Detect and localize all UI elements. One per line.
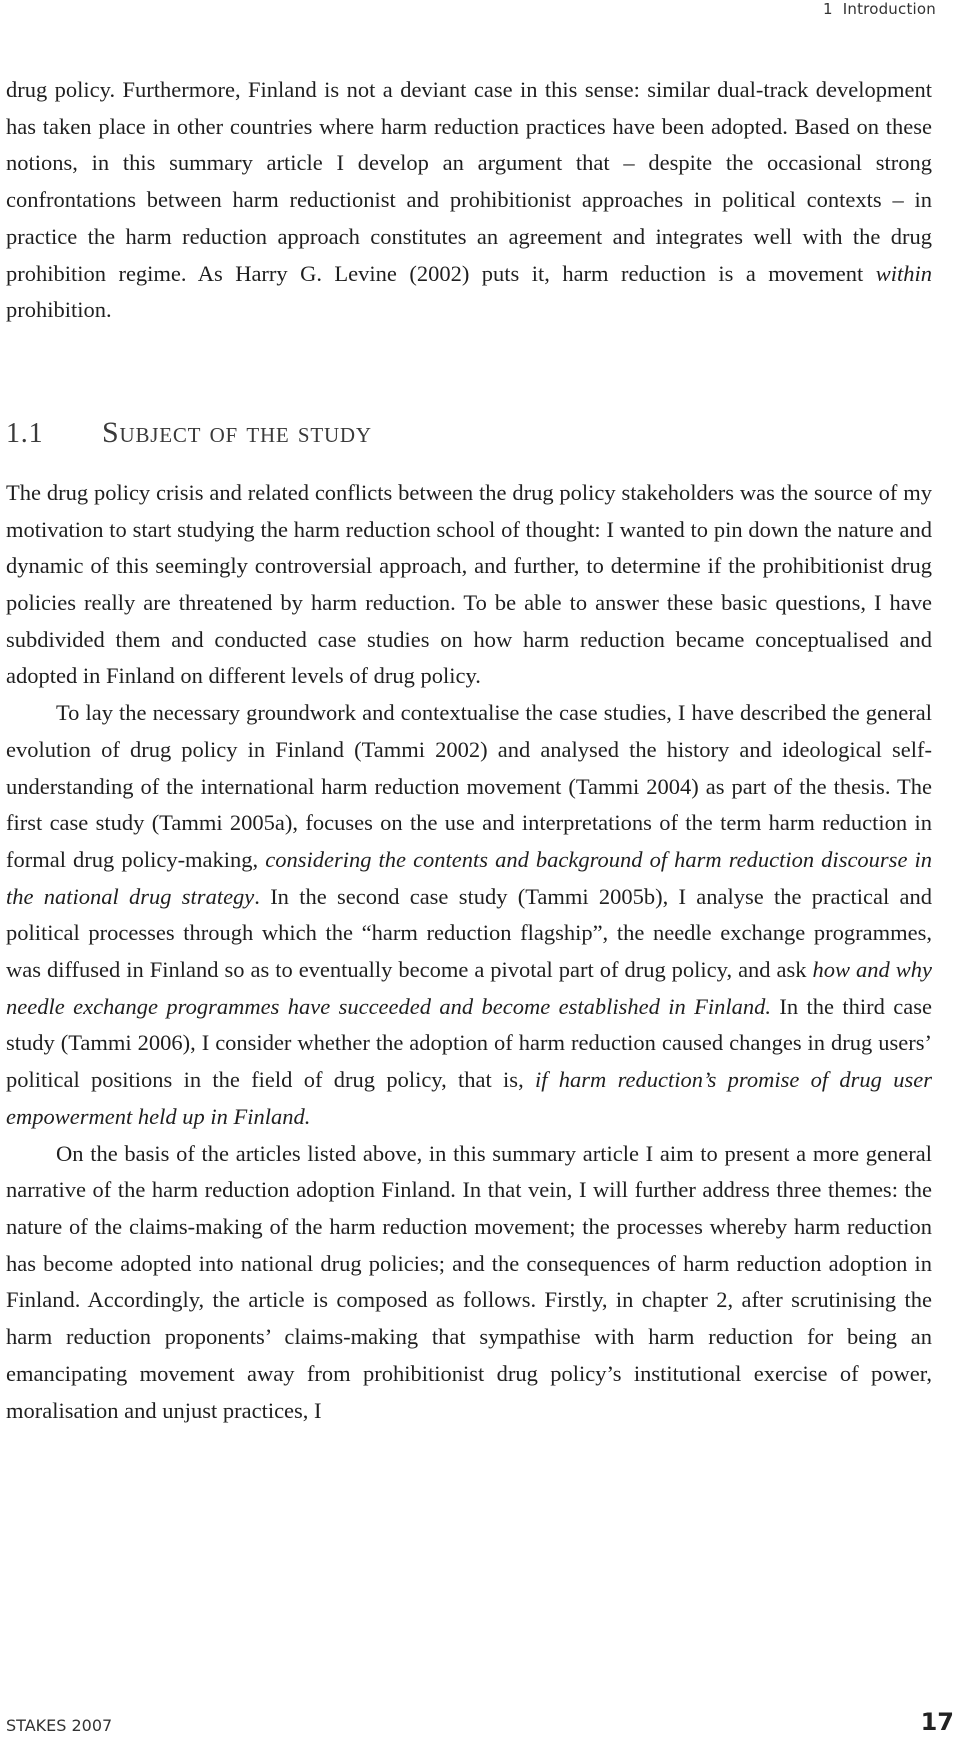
paragraph-3-italic-b: considering the contents and background of harm reduction discourse in the national drug strategy — [6, 846, 932, 909]
paragraph-3-text-c: . In the second case study (Tammi 2005b), I analyse the practical and political processes through which the “harm reduction flagship”, the needle exchange programmes, was diffused in Finland so as to eventually become a pivotal part of drug policy, and ask — [6, 883, 932, 983]
page-body — [6, 72, 932, 1429]
paragraph-1-end: prohibition. — [6, 297, 112, 323]
footer-publisher: STAKES 2007 — [6, 1716, 113, 1735]
paragraph-1-text: drug policy. Furthermore, Finland is not a deviant case in this sense: similar dual-track development has taken place in other countries where harm reduction practices have been adopted. Based on these notions, in this summary article I develop an argument that – despite the occasional strong confrontations between harm reductionist and prohibitionist approaches in political contexts – in practice the harm reduction approach constitutes an agreement and integrates well with the drug prohibition regime. As Harry G. Levine (2002) puts it, harm reduction is a movement — [6, 77, 932, 286]
paragraph-3-text-a: To lay the necessary groundwork and contextualise the case studies, I have described the general evolution of drug policy in Finland (Tammi 2002) and analysed the history and ideological self-understanding of the international harm reduction movement (Tammi 2004) as part of the thesis. The first case study (Tammi 2005a), focuses on the use and interpretations of the term harm reduction in formal drug policy-making, — [6, 700, 932, 872]
paragraph-3-text-e: In the third case study (Tammi 2006), I consider whether the adoption of harm reduction caused changes in drug users’ political positions in the field of drug policy, that is, — [6, 993, 932, 1093]
paragraph-1 — [6, 72, 932, 329]
paragraph-3-italic-f: if harm reduction’s promise of drug user empowerment held up in Finland. — [6, 1067, 932, 1129]
section-title: Subject of the study — [102, 415, 372, 449]
paragraph-3 — [6, 695, 932, 1135]
paragraph-4: On the basis of the articles listed above, in this summary article I aim to present a more general narrative of the harm reduction adoption Finland. In that vein, I will further address three themes: the nature of the claims-making of the harm reduction movement; the processes whereby harm reduction has become adopted into national drug policies; and the consequences of harm reduction adoption in Finland. Accordingly, the article is composed as follows. Firstly, in chapter 2, after scrutinising the harm reduction proponents’ claims-making that sympathise with harm reduction for being an emancipating movement away from prohibitionist drug policy’s institutional exercise of power, moralisation and unjust practices, I — [6, 1140, 932, 1423]
chapter-title: Introduction — [842, 0, 936, 18]
running-head — [823, 0, 936, 18]
paragraph-2: The drug policy crisis and related conflicts between the drug policy stakeholders was the source of my motivation to start studying the harm reduction school of thought: I wanted to pin down the nature and dynamic of this seemingly controversial approach, and further, to determine if the prohibitionist drug policies really are threatened by harm reduction. To be able to answer these basic questions, I have subdivided them and conducted case studies on how harm reduction became conceptualised and adopted in Finland on different levels of drug policy. — [6, 479, 932, 689]
section-number: 1.1 — [6, 417, 44, 449]
page-number: 17 — [920, 1708, 954, 1736]
chapter-number: 1 — [823, 0, 833, 18]
paragraph-3-italic-d: how and why needle exchange programmes have succeeded and become established in Finland. — [6, 957, 932, 1019]
paragraph-1-italic: within — [875, 260, 932, 286]
section-heading — [6, 413, 932, 475]
